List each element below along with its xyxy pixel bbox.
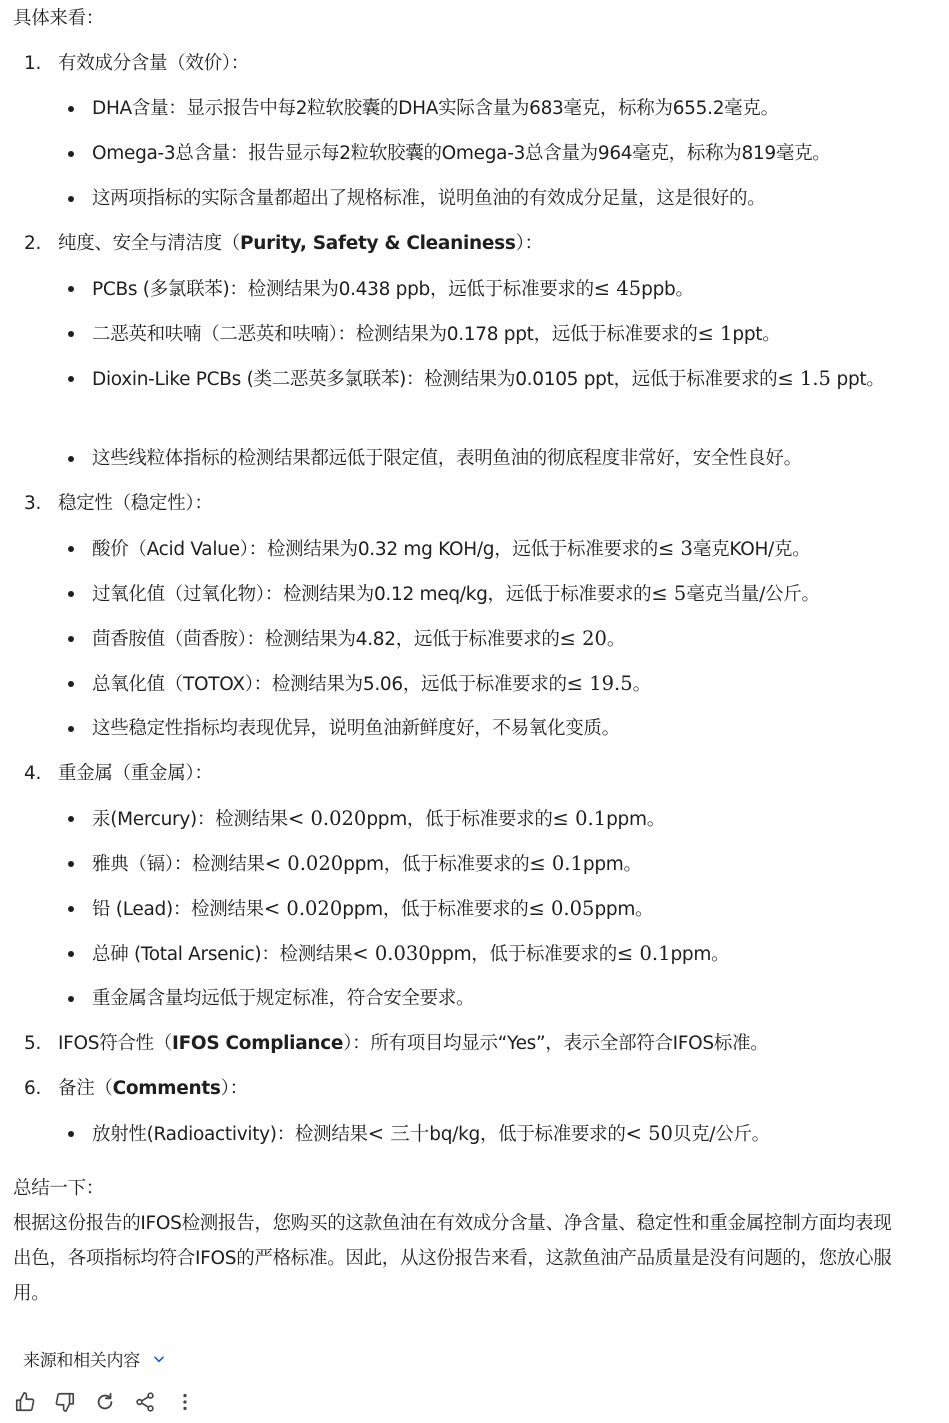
more-vert-icon[interactable] [173,1390,197,1414]
list-item: 重金属含量均远低于规定标准，符合安全要求。 [68,981,888,1016]
share-icon[interactable] [133,1390,157,1414]
list-item: Omega-3总含量：报告显示每2粒软胶囊的Omega-3总含量为964毫克，标称为819毫克。 [68,136,888,171]
thumbs-down-icon[interactable] [53,1390,77,1414]
sources-toggle[interactable] [23,1346,166,1371]
summary-paragraph: 根据这份报告的IFOS检测报告，您购买的这款鱼油在有效成分含量、净含量、稳定性和重金属控制方面均表现出色，各项指标均符合IFOS的严格标准。因此，从这份报告来看，这款鱼油产品质量是没有问题的，您放心服用。 [13,1213,892,1304]
list-item: 二恶英和呋喃（二恶英和呋喃）：检测结果为0.178 ppt，远低于标准要求的≤ 1ppt。 [68,316,888,352]
list-item: 总氧化值（TOTOX）：检测结果为5.06，远低于标准要求的≤ 19.5。 [68,666,888,702]
intro-text: 具体来看： [13,8,105,29]
list-item: 铅 (Lead)：检测结果< 0.020ppm，低于标准要求的≤ 0.05ppm。 [68,891,888,927]
thumbs-up-icon[interactable] [13,1390,37,1414]
list-item: Dioxin-Like PCBs (类二恶英多氯联苯)：检测结果为0.0105 ppt，远低于标准要求的≤ 1.5 ppt。 [68,361,888,397]
sources-label: 来源和相关内容 [23,1351,140,1371]
response-actions [13,1390,197,1414]
regenerate-icon[interactable] [93,1390,117,1414]
list-item: 总砷 (Total Arsenic)：检测结果< 0.030ppm，低于标准要求的≤ 0.1ppm。 [68,936,888,972]
list-item: 这两项指标的实际含量都超出了规格标准，说明鱼油的有效成分足量，这是很好的。 [68,181,888,216]
list-item: 放射性(Radioactivity)：检测结果< 三十bq/kg，低于标准要求的< 50贝克/公斤。 [68,1116,888,1152]
chevron-down-icon [152,1352,166,1366]
summary-label: 总结一下： [13,1178,105,1199]
section-3-title: 3. 稳定性（稳定性）： [24,493,213,514]
section-6-title: 6. 备注（Comments）： [24,1078,248,1099]
list-item: DHA含量：显示报告中每2粒软胶囊的DHA实际含量为683毫克，标称为655.2毫克。 [68,91,888,126]
list-item: 酸价（Acid Value）：检测结果为0.32 mg KOH/g，远低于标准要求的≤ 3毫克KOH/克。 [68,531,888,567]
section-2-title: 2. 纯度、安全与清洁度（Purity, Safety & Cleaniness）： [24,233,543,254]
section-5-title: 5. IFOS符合性（IFOS Compliance）：所有项目均显示“Yes”，表示全部符合IFOS标准。 [24,1033,769,1054]
list-item: 汞(Mercury)：检测结果< 0.020ppm，低于标准要求的≤ 0.1ppm。 [68,801,888,837]
list-item: 过氧化值（过氧化物）：检测结果为0.12 meq/kg，远低于标准要求的≤ 5毫克当量/公斤。 [68,576,888,612]
list-item: 这些线粒体指标的检测结果都远低于限定值，表明鱼油的彻底程度非常好，安全性良好。 [68,441,888,476]
list-item: 这些稳定性指标均表现优异，说明鱼油新鲜度好，不易氧化变质。 [68,711,888,746]
list-item: PCBs (多氯联苯)：检测结果为0.438 ppb，远低于标准要求的≤ 45ppb。 [68,271,888,307]
list-item: 茴香胺值（茴香胺）：检测结果为4.82，远低于标准要求的≤ 20。 [68,621,888,657]
list-item: 雅典（镉）：检测结果< 0.020ppm，低于标准要求的≤ 0.1ppm。 [68,846,888,882]
section-4-title: 4. 重金属（重金属）： [24,763,213,784]
section-1-title: 1. 有效成分含量（效价）： [24,53,249,74]
